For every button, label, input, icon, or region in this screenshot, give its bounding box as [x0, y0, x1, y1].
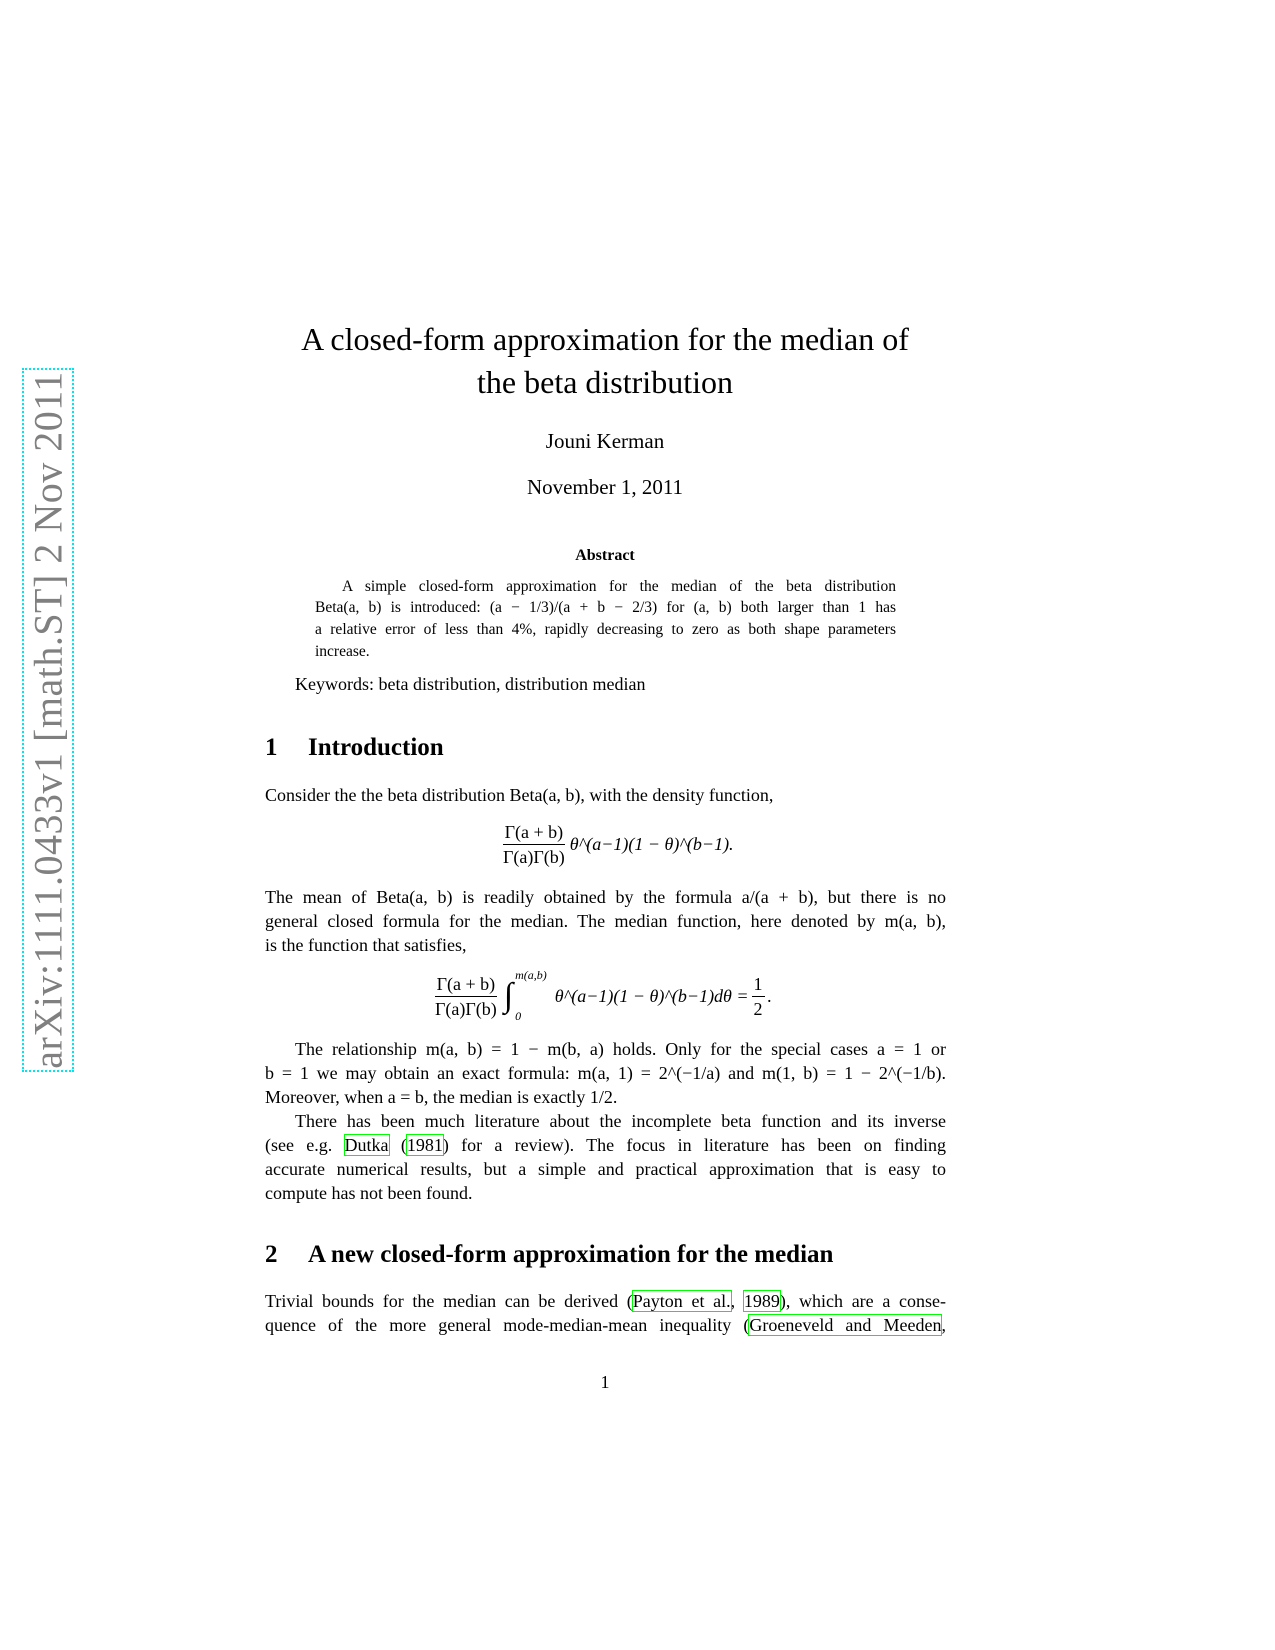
section-number: 2	[265, 1241, 278, 1268]
abstract-line: increase.	[315, 643, 370, 660]
eq-numerator: Γ(a + b)	[503, 820, 566, 845]
citation-link-groeneveld[interactable]: Groeneveld and Meeden	[749, 1315, 942, 1335]
arxiv-stamp	[22, 368, 74, 1072]
text: ) for a review). The focus in literature has been on finding	[442, 1135, 946, 1155]
citation-link-1981[interactable]: 1981	[406, 1135, 443, 1155]
upper-limit: m(a,b)	[515, 968, 547, 982]
section-heading-introduction	[265, 733, 444, 763]
paragraph-line: is the function that satisfies,	[265, 935, 467, 955]
text: (see e.g.	[265, 1135, 345, 1155]
abstract-line: Beta(a, b) is introduced: (a − 1/3)/(a + b − 2/3) for (a, b) both larger than 1 has	[315, 599, 896, 616]
title-line-2: the beta distribution	[477, 364, 733, 400]
eq-denominator: Γ(a)Γ(b)	[435, 998, 497, 1019]
eq-body: θ^(a−1)(1 − θ)^(b−1).	[569, 834, 734, 854]
arxiv-identifier: arXiv:1111.0433v1 [math.ST] 2 Nov 2011	[25, 371, 71, 1069]
paragraph-line: The mean of Beta(a, b) is readily obtained by the formula a/(a + b), but there is no	[265, 887, 946, 907]
equation-density	[498, 820, 734, 869]
abstract-heading: Abstract	[575, 547, 635, 564]
keywords: Keywords: beta distribution, distribution median	[295, 674, 646, 694]
text: ,	[941, 1315, 946, 1335]
equation-median	[430, 968, 772, 1024]
lower-limit: 0	[515, 1009, 522, 1023]
title-line-1: A closed-form approximation for the median of	[301, 321, 909, 357]
paragraph-line: compute has not been found.	[265, 1183, 473, 1203]
section-title: A new closed-form approximation for the median	[308, 1241, 834, 1268]
text: Trivial bounds for the median can be derived (	[265, 1291, 633, 1311]
section-heading-new-approximation	[265, 1240, 833, 1270]
eq-body: θ^(a−1)(1 − θ)^(b−1)dθ =	[554, 985, 749, 1006]
abstract-line: A simple closed-form approximation for the median of the beta distribution	[342, 578, 896, 595]
paragraph-line: general closed formula for the median. The median function, here denoted by m(a, b),	[265, 911, 946, 931]
paragraph-line: The relationship m(a, b) = 1 − m(b, a) holds. Only for the special cases a = 1 or	[295, 1039, 946, 1059]
eq-numerator: 1	[752, 972, 765, 997]
text: ), which are a conse-	[779, 1291, 947, 1311]
paragraph-line: There has been much literature about the incomplete beta function and its inverse	[295, 1111, 946, 1131]
paragraph-line: Moreover, when a = b, the median is exactly 1/2.	[265, 1087, 618, 1107]
citation-link-1989[interactable]: 1989	[743, 1291, 780, 1311]
paragraph-line: Consider the the beta distribution Beta(a, b), with the density function,	[265, 785, 774, 805]
eq-denominator: Γ(a)Γ(b)	[503, 847, 565, 867]
date: November 1, 2011	[526, 475, 684, 499]
citation-link-dutka[interactable]: Dutka	[344, 1135, 389, 1155]
paragraph-line: b = 1 we may obtain an exact formula: m(a, 1) = 2^(−1/a) and m(1, b) = 1 − 2^(−1/b).	[265, 1063, 946, 1083]
eq-denominator: 2	[753, 998, 763, 1019]
eq-period: .	[767, 985, 773, 1006]
author: Jouni Kerman	[545, 429, 665, 453]
citation-link-payton[interactable]: Payton et al.	[632, 1291, 731, 1311]
section-title: Introduction	[308, 734, 444, 761]
paragraph-line: accurate numerical results, but a simple and practical approximation that is easy to	[265, 1159, 946, 1179]
eq-numerator: Γ(a + b)	[435, 972, 498, 997]
page-number: 1	[600, 1372, 610, 1392]
abstract-line: a relative error of less than 4%, rapidly decreasing to zero as both shape parameters	[315, 621, 896, 638]
paragraph-line: (see e.g. Dutka (1981) for a review). The focus in literature has been on finding	[265, 1135, 946, 1155]
paragraph-line	[265, 1313, 946, 1337]
integral-sign: ∫	[503, 977, 514, 1014]
paragraph-line: Trivial bounds for the median can be derived (Payton et al., 1989), which are a conse-	[265, 1291, 947, 1311]
section-number: 1	[265, 734, 278, 761]
text: quence of the more general mode-median-mean inequality (	[265, 1315, 750, 1335]
